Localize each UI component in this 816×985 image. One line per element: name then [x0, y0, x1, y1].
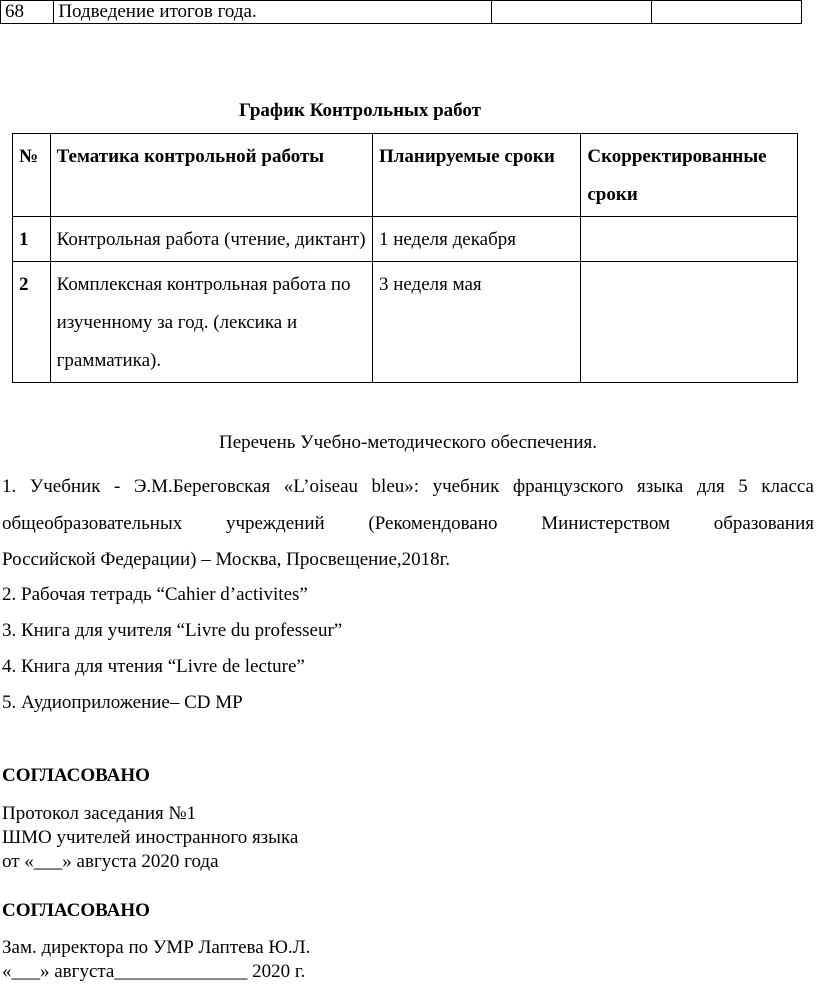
empty-cell: [652, 1, 802, 24]
table-row: [13, 262, 798, 383]
materials-item-1-line-1: 1. Учебник - Э.М.Береговская «L’oiseau bleu»: учебник французского языка для 5 класса: [2, 476, 814, 497]
approval-2-line-2: «___» августа______________ 2020 г.: [2, 961, 306, 982]
materials-item-3: 3. Книга для учителя “Livre du professeur”: [2, 620, 343, 641]
approval-1-line-3: от «___» августа 2020 года: [2, 851, 219, 872]
materials-item-4: 4. Книга для чтения “Livre de lecture”: [2, 656, 305, 677]
approval-2-heading: СОГЛАСОВАНО: [2, 900, 150, 921]
header-corrected: Скорректированные сроки: [581, 134, 798, 217]
row-text: Подведение итогов года.: [54, 1, 492, 24]
materials-item-2: 2. Рабочая тетрадь “Cahier d’activites”: [2, 584, 308, 605]
materials-item-5: 5. Аудиоприложение– CD MP: [2, 692, 243, 713]
table-header-row: [13, 134, 798, 217]
row-planned: 1 неделя декабря: [372, 217, 580, 262]
approval-2-line-1: Зам. директора по УМР Лаптева Ю.Л.: [2, 937, 311, 958]
row-topic: Комплексная контрольная работа по изученному за год. (лексика и грамматика).: [50, 262, 372, 383]
materials-item-1-line-3: Российской Федерации) – Москва, Просвещение,2018г.: [2, 549, 451, 570]
schedule-title: График Контрольных работ: [238, 100, 482, 121]
row-number: 68: [1, 1, 54, 24]
approval-1-heading: СОГЛАСОВАНО: [2, 765, 150, 786]
empty-cell: [492, 1, 652, 24]
header-num: №: [13, 134, 51, 217]
row-planned: 3 неделя мая: [372, 262, 580, 383]
row-corrected: [581, 217, 798, 262]
top-row-table: [0, 0, 802, 24]
approval-1-line-1: Протокол заседания №1: [2, 803, 197, 824]
row-topic: Контрольная работа (чтение, диктант): [50, 217, 372, 262]
schedule-table: [12, 133, 798, 383]
header-planned: Планируемые сроки: [372, 134, 580, 217]
header-topic: Тематика контрольной работы: [50, 134, 372, 217]
row-num: 1: [13, 217, 51, 262]
materials-title: Перечень Учебно-методического обеспечения.: [218, 432, 597, 453]
row-corrected: [581, 262, 798, 383]
row-num: 2: [13, 262, 51, 383]
approval-1-line-2: ШМО учителей иностранного языка: [2, 827, 299, 848]
table-row: [13, 217, 798, 262]
table-row: [1, 1, 802, 24]
materials-item-1-line-2: общеобразовательных учреждений (Рекомендовано Министерством образования: [2, 513, 814, 534]
